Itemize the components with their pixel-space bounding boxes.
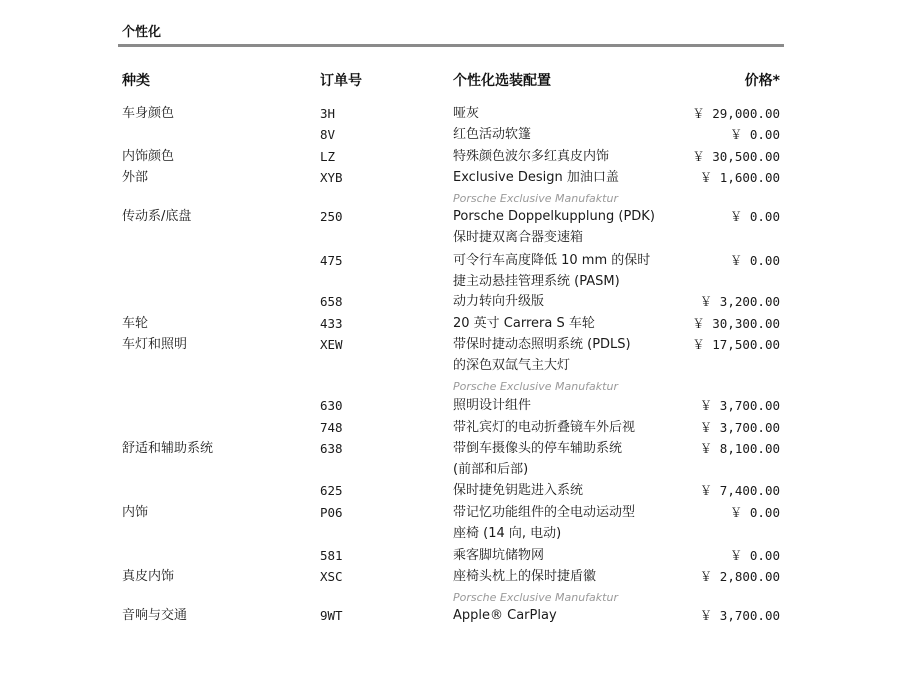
row-order-code: XEW <box>320 337 343 352</box>
row-configuration <box>453 146 683 167</box>
row-price: ￥ 29,000.00 <box>692 106 780 121</box>
row-price: ￥ 0.00 <box>729 209 780 224</box>
row-configuration <box>453 291 683 312</box>
row-category: 车灯和照明 <box>122 337 188 352</box>
row-order-code: LZ <box>320 149 336 164</box>
row-category: 车轮 <box>122 316 149 331</box>
row-order-code: 250 <box>320 209 343 224</box>
row-order-code: 658 <box>320 294 343 309</box>
row-price: ￥ 3,700.00 <box>699 608 780 623</box>
row-order-code: 433 <box>320 316 343 331</box>
row-order-code: 3H <box>320 106 336 121</box>
row-order-code: 475 <box>320 253 343 268</box>
configuration-line: 座椅头枕上的保时捷盾徽 <box>453 569 597 584</box>
configuration-line: Exclusive Design 加油口盖 <box>453 170 619 185</box>
exclusive-manufaktur-note: Porsche Exclusive Manufaktur <box>453 192 618 205</box>
row-order-code: 8V <box>320 127 336 142</box>
row-configuration <box>453 545 683 566</box>
configuration-line: 动力转向升级版 <box>453 294 545 309</box>
column-header-price: 价格* <box>744 73 780 89</box>
configuration-line: 保时捷免钥匙进入系统 <box>453 483 584 498</box>
row-price: ￥ 3,700.00 <box>699 398 780 413</box>
column-header-configuration: 个性化选装配置 <box>453 73 551 89</box>
row-configuration <box>453 103 683 124</box>
row-configuration <box>453 334 683 397</box>
row-order-code: P06 <box>320 505 343 520</box>
configuration-line: Apple® CarPlay <box>453 608 557 623</box>
row-category: 传动系/底盘 <box>122 209 192 224</box>
exclusive-manufaktur-note: Porsche Exclusive Manufaktur <box>453 591 618 604</box>
row-category: 内饰颜色 <box>122 149 175 164</box>
configuration-line: 带倒车摄像头的停车辅助系统 <box>453 441 623 456</box>
configuration-line: 照明设计组件 <box>453 398 532 413</box>
row-configuration <box>453 167 683 209</box>
configuration-line: 的深色双氙气主大灯 <box>453 358 571 373</box>
row-category: 舒适和辅助系统 <box>122 441 214 456</box>
row-price: ￥ 3,700.00 <box>699 420 780 435</box>
row-configuration <box>453 566 683 608</box>
row-price: ￥ 1,600.00 <box>699 170 780 185</box>
row-order-code: 630 <box>320 398 343 413</box>
row-configuration <box>453 417 683 438</box>
row-price: ￥ 2,800.00 <box>699 569 780 584</box>
row-order-code: 581 <box>320 548 343 563</box>
configuration-line: 红色活动软篷 <box>453 127 532 142</box>
row-price: ￥ 30,300.00 <box>692 316 780 331</box>
column-header-order-code: 订单号 <box>320 73 362 89</box>
row-order-code: 638 <box>320 441 343 456</box>
row-order-code: 625 <box>320 483 343 498</box>
configuration-line: 带记忆功能组件的全电动运动型 <box>453 505 636 520</box>
configuration-line: 可令行车高度降低 10 mm 的保时 <box>453 253 651 268</box>
configuration-line: 带保时捷动态照明系统 (PDLS) <box>453 337 631 352</box>
row-price: ￥ 30,500.00 <box>692 149 780 164</box>
row-order-code: 9WT <box>320 608 343 623</box>
row-configuration <box>453 124 683 145</box>
row-price: ￥ 0.00 <box>729 548 780 563</box>
row-price: ￥ 0.00 <box>729 505 780 520</box>
configuration-line: 带礼宾灯的电动折叠镜车外后视 <box>453 420 636 435</box>
row-configuration <box>453 313 683 334</box>
configuration-line: 特殊颜色波尔多红真皮内饰 <box>453 149 610 164</box>
row-category: 内饰 <box>122 505 149 520</box>
row-price: ￥ 0.00 <box>729 253 780 268</box>
row-price: ￥ 7,400.00 <box>699 483 780 498</box>
row-configuration <box>453 438 683 480</box>
configuration-line: Porsche Doppelkupplung (PDK) <box>453 209 655 224</box>
row-price: ￥ 8,100.00 <box>699 441 780 456</box>
row-order-code: XYB <box>320 170 343 185</box>
row-price: ￥ 17,500.00 <box>692 337 780 352</box>
row-price: ￥ 3,200.00 <box>699 294 780 309</box>
row-configuration <box>453 605 683 626</box>
column-header-category: 种类 <box>122 73 150 89</box>
configuration-line: 哑灰 <box>453 106 480 121</box>
exclusive-manufaktur-note: Porsche Exclusive Manufaktur <box>453 380 618 393</box>
row-configuration <box>453 250 683 292</box>
row-order-code: XSC <box>320 569 343 584</box>
row-category: 外部 <box>122 170 149 185</box>
configuration-line: 20 英寸 Carrera S 车轮 <box>453 316 595 331</box>
configuration-line: 保时捷双离合器变速箱 <box>453 230 584 245</box>
configuration-line: (前部和后部) <box>453 462 529 477</box>
row-category: 真皮内饰 <box>122 569 175 584</box>
row-category: 车身颜色 <box>122 106 175 121</box>
row-category: 音响与交通 <box>122 608 188 623</box>
row-configuration <box>453 502 683 544</box>
row-configuration <box>453 206 683 248</box>
row-configuration <box>453 480 683 501</box>
row-order-code: 748 <box>320 420 343 435</box>
page-title: 个性化 <box>122 25 162 40</box>
row-configuration <box>453 395 683 416</box>
configuration-line: 乘客脚坑储物网 <box>453 548 545 563</box>
configuration-line: 捷主动悬挂管理系统 (PASM) <box>453 274 620 289</box>
row-price: ￥ 0.00 <box>729 127 780 142</box>
configuration-line: 座椅 (14 向, 电动) <box>453 526 562 541</box>
